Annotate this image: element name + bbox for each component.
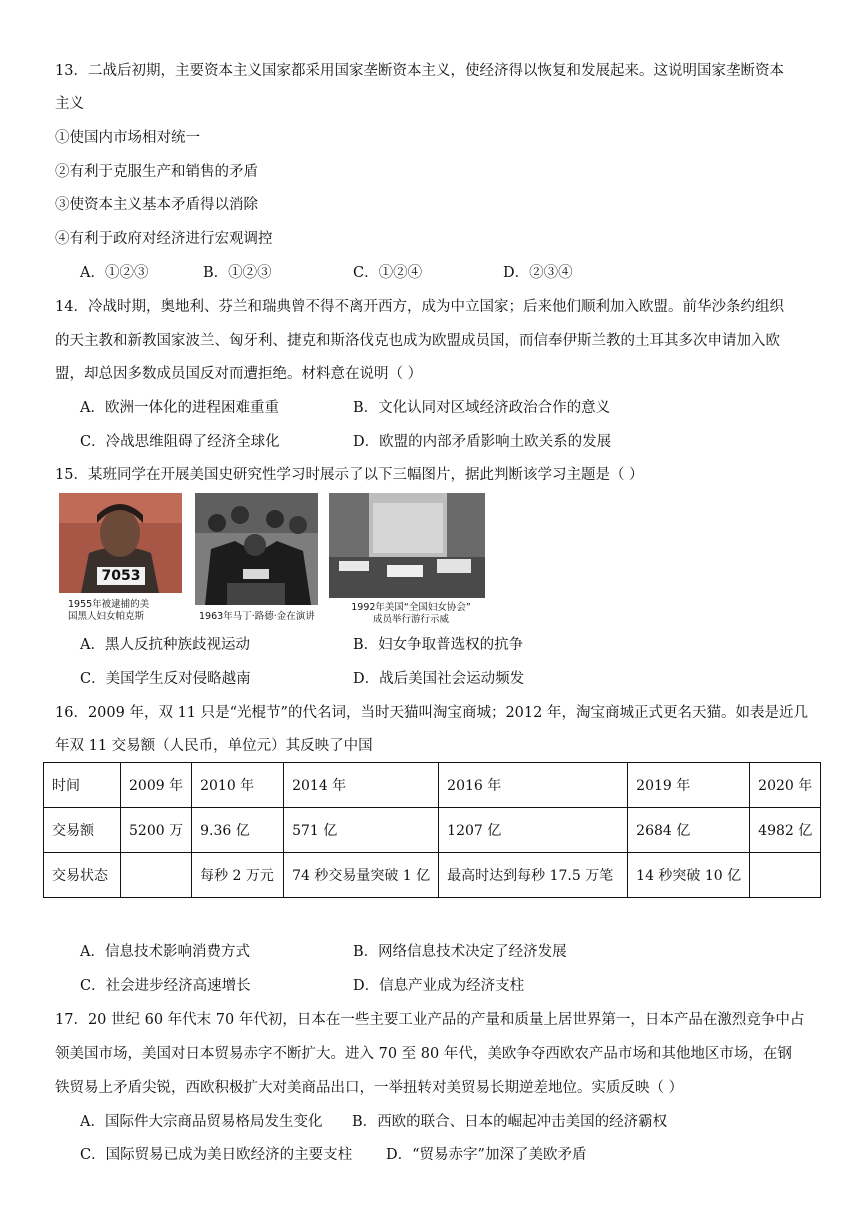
table-cell: 4982 亿 [750, 808, 821, 853]
q17-stem-line3: 铁贸易上矛盾尖锐，西欧积极扩大对美商品出口，一举扭转对美贸易长期逆差地位。实质反映（ ） [55, 1080, 684, 1096]
photo-parks-caption [68, 599, 149, 623]
trade-volume-table [43, 762, 821, 898]
q17-stem-line1: 17．20 世纪 60 年代末 70 年代初，日本在一些主要工业产品的产量和质量上居世界第一，日本产品在激烈竞争中占 [55, 1012, 805, 1028]
table-cell: 74 秒交易量突破 1 亿 [284, 853, 439, 898]
photo-mlk-caption [199, 611, 315, 623]
table-cell: 交易状态 [44, 853, 121, 898]
q16-option-c: C．社会进步经济高速增长 [80, 978, 251, 994]
q16-option-d: D．信息产业成为经济支柱 [353, 978, 525, 994]
photo-march-caption [346, 602, 476, 626]
photo-march-caption-line2: 成员举行游行示威 [372, 614, 449, 625]
table-cell: 交易额 [44, 808, 121, 853]
q15-option-a: A．黑人反抗种族歧视运动 [80, 637, 250, 653]
photo-parks-number: 7053 [101, 568, 141, 584]
photo-march [329, 493, 485, 598]
q17-option-c: C．国际贸易已成为美日欧经济的主要支柱 [80, 1147, 353, 1163]
table-cell: 1207 亿 [439, 808, 628, 853]
q16-stem-line1: 16．2009 年，双 11 只是“光棍节”的代名词，当时天猫叫淘宝商城；2012 年，淘宝商城正式更名天猫。如表是近几 [55, 705, 808, 721]
table-cell: 571 亿 [284, 808, 439, 853]
q13-item-3: ③使资本主义基本矛盾得以消除 [55, 197, 258, 213]
q15-stem-line1: 15．某班同学在开展美国史研究性学习时展示了以下三幅图片，据此判断该学习主题是（ ） [55, 467, 644, 483]
table-row-volume [44, 808, 821, 853]
table-cell: 每秒 2 万元 [192, 853, 284, 898]
table-cell: 9.36 亿 [192, 808, 284, 853]
q14-option-b: B．文化认同对区域经济政治合作的意义 [353, 400, 611, 416]
q17-option-b: B．西欧的联合、日本的崛起冲击美国的经济霸权 [352, 1114, 668, 1130]
q14-option-d: D．欧盟的内部矛盾影响土欧关系的发展 [353, 434, 612, 450]
q15-option-b: B．妇女争取普选权的抗争 [353, 637, 524, 653]
table-row-status [44, 853, 821, 898]
q13-stem-line2: 主义 [55, 96, 84, 112]
q15-option-d: D．战后美国社会运动频发 [353, 671, 525, 687]
photo-march-image [329, 493, 485, 598]
q14-stem-line2: 的天主教和新教国家波兰、匈牙利、捷克和斯洛伐克也成为欧盟成员国，而信奉伊斯兰教的土耳其多次申请加入欧 [55, 333, 780, 349]
q13-item-2: ②有利于克服生产和销售的矛盾 [55, 164, 258, 180]
photo-parks-caption-line1: 1955年被逮捕的美 [68, 599, 150, 610]
q14-option-a: A．欧洲一体化的进程困难重重 [80, 400, 279, 416]
q13-option-b: B．①②③ [203, 265, 272, 281]
table-cell [121, 853, 192, 898]
q13-option-c: C．①②④ [353, 265, 423, 281]
q13-stem-line1: 13．二战后初期，主要资本主义国家都采用国家垄断资本主义，使经济得以恢复和发展起来。这说明国家垄断资本 [55, 63, 784, 79]
q13-option-a: A．①②③ [80, 265, 149, 281]
table-cell: 2009 年 [121, 763, 192, 808]
photo-mlk-image [195, 493, 318, 605]
table-cell: 时间 [44, 763, 121, 808]
photo-march-caption-line1: 1992年美国“全国妇女协会” [351, 602, 471, 613]
q17-stem-line2: 领美国市场，美国对日本贸易赤字不断扩大。进入 70 至 80 年代，美欧争夺西欧农产品市场和其他地区市场，在钢 [55, 1046, 792, 1062]
table-cell [750, 853, 821, 898]
table-cell: 2020 年 [750, 763, 821, 808]
photo-parks [59, 493, 182, 593]
table-cell: 5200 万 [121, 808, 192, 853]
q13-option-d: D．②③④ [503, 265, 573, 281]
table-cell: 2016 年 [439, 763, 628, 808]
photo-parks-caption-line2: 国黑人妇女帕克斯 [68, 611, 145, 622]
q17-option-d: D．“贸易赤字”加深了美欧矛盾 [386, 1147, 587, 1163]
q14-stem-line1: 14．冷战时期，奥地利、芬兰和瑞典曾不得不离开西方，成为中立国家；后来他们顺利加入欧盟。前华沙条约组织 [55, 299, 784, 315]
q14-option-c: C．冷战思维阻碍了经济全球化 [80, 434, 280, 450]
table-cell: 2019 年 [628, 763, 750, 808]
table-cell: 最高时达到每秒 17.5 万笔 [439, 853, 628, 898]
table-cell: 2684 亿 [628, 808, 750, 853]
table-row-header [44, 763, 821, 808]
table-cell: 14 秒突破 10 亿 [628, 853, 750, 898]
q17-option-a: A．国际件大宗商品贸易格局发生变化 [80, 1114, 323, 1130]
q14-stem-line3: 盟，却总因多数成员国反对而遭拒绝。材料意在说明（ ） [55, 366, 423, 382]
q15-option-c: C．美国学生反对侵略越南 [80, 671, 251, 687]
photo-mlk-caption-line1: 1963年马丁·路德·金在演讲 [199, 611, 315, 622]
table-cell: 2014 年 [284, 763, 439, 808]
q16-option-b: B．网络信息技术决定了经济发展 [353, 944, 567, 960]
photo-mlk [195, 493, 318, 605]
q16-option-a: A．信息技术影响消费方式 [80, 944, 250, 960]
q13-item-1: ①使国内市场相对统一 [55, 130, 200, 146]
q13-item-4: ④有利于政府对经济进行宏观调控 [55, 231, 273, 247]
table-cell: 2010 年 [192, 763, 284, 808]
q16-stem-line2: 年双 11 交易额（人民币，单位元）其反映了中国 [55, 738, 373, 754]
